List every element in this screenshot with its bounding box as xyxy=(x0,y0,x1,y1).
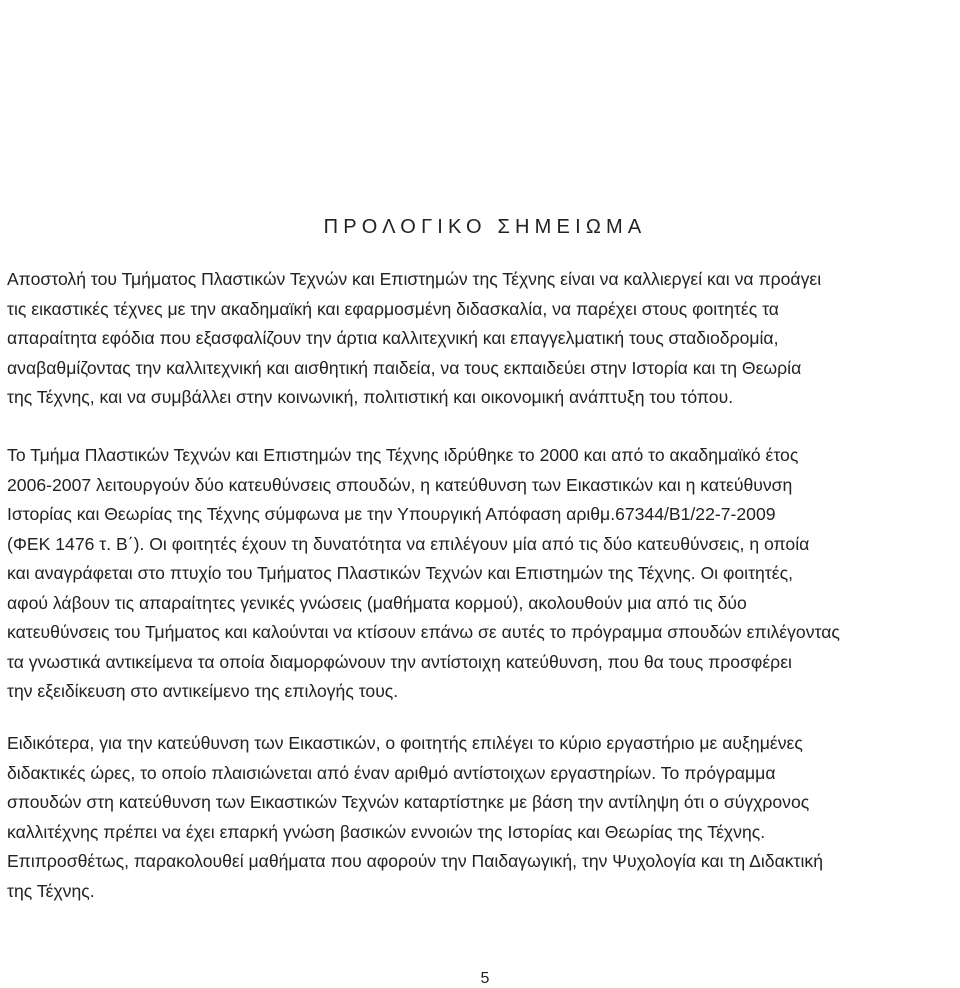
paragraph-line: απαραίτητα εφόδια που εξασφαλίζουν την άρτια καλλιτεχνική και επαγγελματική τους σταδιοδρομία, xyxy=(7,328,779,348)
paragraph-line: την εξειδίκευση στο αντικείμενο της επιλογής τους. xyxy=(7,681,399,701)
paragraph-line: και αναγράφεται στο πτυχίο του Τμήματος Πλαστικών Τεχνών και Επιστημών της Τέχνης. Οι φοιτητές, xyxy=(7,563,793,583)
paragraph-line: Αποστολή του Τμήματος Πλαστικών Τεχνών και Επιστημών της Τέχνης είναι να καλλιεργεί και να προάγει xyxy=(7,269,822,289)
paragraph-line: τις εικαστικές τέχνες με την ακαδημαϊκή και εφαρμοσμένη διδασκαλία, να παρέχει στους φοιτητές τα xyxy=(7,298,779,319)
paragraph-line: Ιστορίας και Θεωρίας της Τέχνης σύμφωνα με την Υπουργική Απόφαση αριθμ.67344/Β1/22-7-2009 xyxy=(7,504,776,524)
paragraph-line: διδακτικές ώρες, το οποίο πλαισιώνεται από έναν αριθμό αντίστοιχων εργαστηρίων. Το πρόγραμμα xyxy=(7,762,776,783)
paragraph-line: καλλιτέχνης πρέπει να έχει επαρκή γνώση βασικών εννοιών της Ιστορίας και Θεωρίας της Τέχνης. xyxy=(7,821,766,842)
paragraph-2 xyxy=(7,441,947,707)
page-number: 5 xyxy=(480,970,490,987)
paragraph-1 xyxy=(7,265,947,413)
paragraph-3 xyxy=(7,729,947,906)
paragraph-line: κατευθύνσεις του Τμήματος και καλούνται να κτίσουν επάνω σε αυτές το πρόγραμμα σπουδών επιλέγοντας xyxy=(7,622,840,642)
paragraph-line: της Τέχνης. xyxy=(7,880,95,901)
page-title: ΠΡΟΛΟΓΙΚΟ ΣΗΜΕΙΩΜΑ xyxy=(323,216,647,238)
paragraph-line: Επιπροσθέτως, παρακολουθεί μαθήματα που αφορούν την Παιδαγωγική, την Ψυχολογία και τη Διδακτική xyxy=(7,851,823,871)
paragraph-line: Ειδικότερα, για την κατεύθυνση των Εικαστικών, ο φοιτητής επιλέγει το κύριο εργαστήριο με αυξημένες xyxy=(7,733,803,753)
paragraph-line: αναβαθμίζοντας την καλλιτεχνική και αισθητική παιδεία, να τους εκπαιδεύει στην Ιστορία και τη Θεωρία xyxy=(7,357,802,378)
paragraph-line: 2006-2007 λειτουργούν δύο κατευθύνσεις σπουδών, η κατεύθυνση των Εικαστικών και η κατεύθυνση xyxy=(7,474,793,495)
paragraph-line: τα γνωστικά αντικείμενα τα οποία διαμορφώνουν την αντίστοιχη κατεύθυνση, που θα τους προσφέρει xyxy=(7,651,792,672)
paragraph-line: αφού λάβουν τις απαραίτητες γενικές γνώσεις (μαθήματα κορμού), ακολουθούν μια από τις δύο xyxy=(7,592,747,613)
paragraph-line: σπουδών στη κατεύθυνση των Εικαστικών Τεχνών καταρτίστηκε με βάση την αντίληψη ότι ο σύγχρονος xyxy=(7,792,810,812)
paragraph-line: της Τέχνης, και να συμβάλλει στην κοινωνική, πολιτιστική και οικονομική ανάπτυξη του τόπου. xyxy=(7,387,734,407)
paragraph-line: Το Τμήμα Πλαστικών Τεχνών και Επιστημών της Τέχνης ιδρύθηκε το 2000 και από το ακαδημαϊκό έτος xyxy=(7,445,799,465)
paragraph-line: (ΦΕΚ 1476 τ. Β΄). Οι φοιτητές έχουν τη δυνατότητα να επιλέγουν μία από τις δύο κατευθύνσεις, η οποία xyxy=(7,533,810,554)
